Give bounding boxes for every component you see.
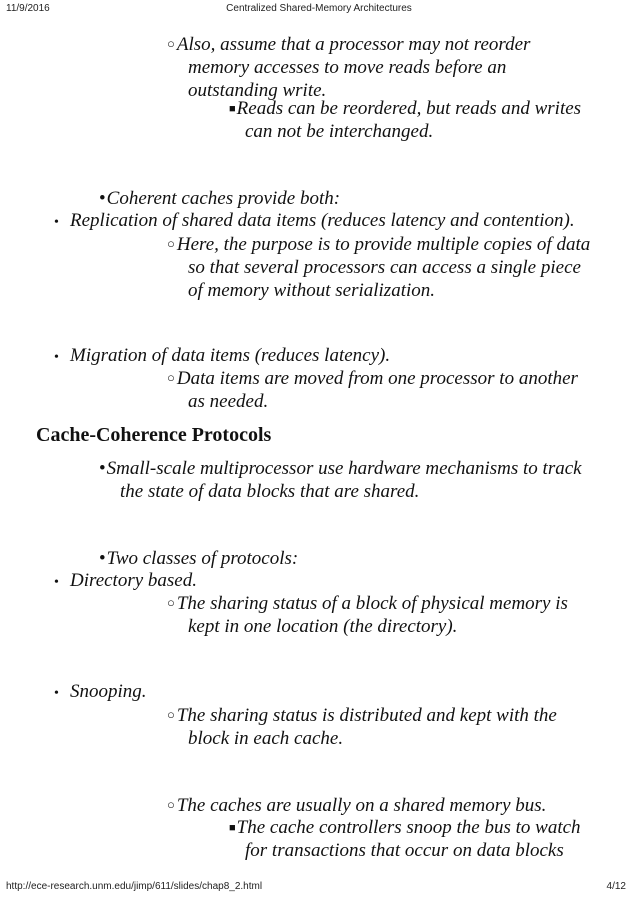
text-line: can not be interchanged. bbox=[245, 121, 434, 142]
text-line bbox=[99, 187, 340, 210]
hollow-circle-bullet-icon: ○ bbox=[167, 36, 175, 51]
print-date: 11/9/2016 bbox=[6, 3, 50, 14]
text-content: The sharing status of a block of physical memory is bbox=[176, 593, 568, 614]
text-line: Replication of shared data items (reduces latency and contention). bbox=[70, 210, 575, 231]
text-content: Also, assume that a processor may not reorder bbox=[176, 34, 531, 55]
square-bullet-icon: ■ bbox=[229, 822, 236, 834]
hollow-circle-bullet-icon: ○ bbox=[167, 370, 175, 385]
text-line: Directory based. bbox=[70, 570, 197, 591]
hollow-circle-bullet-icon: ○ bbox=[167, 595, 175, 610]
bullet-icon: • bbox=[99, 548, 106, 569]
square-bullet-icon: ■ bbox=[229, 103, 236, 115]
small-dot-bullet-icon: • bbox=[54, 350, 59, 365]
text-line: Migration of data items (reduces latency). bbox=[70, 345, 391, 366]
footer-url: http://ece-research.unm.edu/jimp/611/slides/chap8_2.html bbox=[6, 881, 263, 892]
text-line bbox=[99, 457, 582, 480]
bullet-icon: • bbox=[99, 458, 106, 479]
text-line bbox=[167, 233, 590, 257]
text-content: The caches are usually on a shared memory bus. bbox=[176, 795, 547, 816]
small-dot-bullet-icon: • bbox=[54, 686, 59, 701]
text-content: Reads can be reordered, but reads and writes bbox=[236, 98, 582, 119]
section-heading: Cache-Coherence Protocols bbox=[36, 424, 272, 446]
text-line: Snooping. bbox=[70, 681, 147, 702]
text-line: for transactions that occur on data blocks bbox=[245, 840, 564, 861]
text-line: outstanding write. bbox=[188, 80, 327, 101]
small-dot-bullet-icon: • bbox=[54, 215, 59, 230]
text-content: The cache controllers snoop the bus to watch bbox=[236, 817, 581, 838]
text-line: block in each cache. bbox=[188, 728, 344, 749]
text-line bbox=[167, 33, 530, 57]
hollow-circle-bullet-icon: ○ bbox=[167, 797, 175, 812]
text-content: The sharing status is distributed and kept with the bbox=[176, 705, 557, 726]
text-line bbox=[99, 547, 298, 570]
text-content: Data items are moved from one processor to another bbox=[176, 368, 578, 389]
text-line bbox=[167, 592, 568, 616]
text-content: Here, the purpose is to provide multiple copies of data bbox=[176, 234, 591, 255]
text-content: Two classes of protocols: bbox=[106, 548, 299, 569]
bullet-icon: • bbox=[99, 188, 106, 209]
text-line: as needed. bbox=[188, 391, 269, 412]
text-line: so that several processors can access a single piece bbox=[188, 257, 581, 278]
text-line: the state of data blocks that are shared. bbox=[120, 481, 420, 502]
hollow-circle-bullet-icon: ○ bbox=[167, 707, 175, 722]
text-content: Coherent caches provide both: bbox=[106, 188, 341, 209]
text-line bbox=[167, 794, 546, 818]
text-line bbox=[167, 704, 557, 728]
page-number: 4/12 bbox=[606, 881, 626, 892]
text-line: of memory without serialization. bbox=[188, 280, 435, 301]
small-dot-bullet-icon: • bbox=[54, 575, 59, 590]
text-line bbox=[167, 367, 578, 391]
text-line: kept in one location (the directory). bbox=[188, 616, 458, 637]
hollow-circle-bullet-icon: ○ bbox=[167, 236, 175, 251]
page-header-title: Centralized Shared-Memory Architectures bbox=[226, 3, 412, 14]
text-line: memory accesses to move reads before an bbox=[188, 57, 507, 78]
text-content: Small-scale multiprocessor use hardware mechanisms to track bbox=[106, 458, 582, 479]
